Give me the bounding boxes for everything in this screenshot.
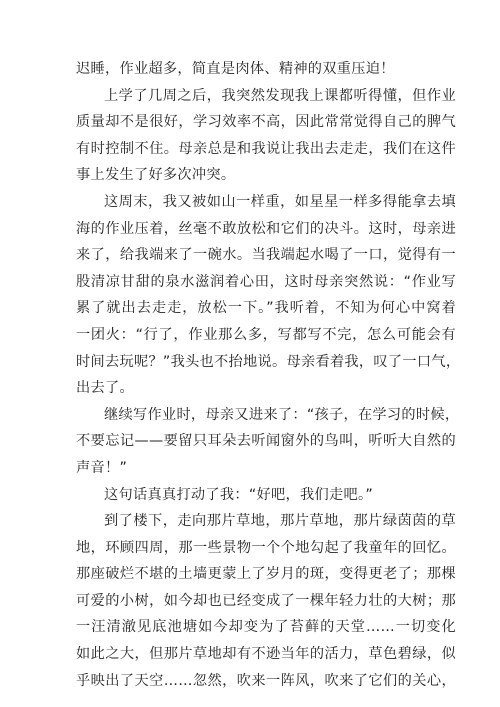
text-line: 质量却不是很好，学习效率不高，因此常常觉得自己的脾气 [76, 114, 456, 131]
text-line: 到了楼下，走向那片草地，那片草地，那片绿茵茵的草 [104, 513, 456, 530]
text-line: 上学了几周之后，我突然发现我上课都听得懂，但作业 [104, 87, 456, 104]
text-line: 那座破烂不堪的土墙更蒙上了岁月的斑，变得更老了；那棵 [76, 566, 456, 583]
text-line: 累了就出去走走，放松一下。”我听着，不知为何心中窝着 [76, 300, 456, 317]
text-line: 迟睡，作业超多，简直是肉体、精神的双重压迫！ [76, 61, 395, 77]
text-line: 声音！” [76, 459, 128, 476]
text-line: 海的作业压着，丝毫不敢放松和它们的决斗。这时，母亲进 [76, 220, 456, 237]
text-line: 如此之大，但那片草地却有不逊当年的活力，草色碧绿，似 [76, 646, 456, 663]
text-line: 地，环顾四周，那一些景物一个个地勾起了我童年的回忆。 [76, 539, 456, 556]
text-line: 不要忘记——要留只耳朵去听闻窗外的鸟叫，听听大自然的 [76, 433, 456, 450]
text-line: 乎映出了天空……忽然，吹来一阵风，吹来了它们的关心， [76, 672, 456, 689]
text-line: 来了，给我端来了一碗水。当我端起水喝了一口，觉得有一 [76, 247, 456, 264]
text-line: 有时控制不住。母亲总是和我说让我出去走走，我们在这件 [76, 140, 456, 157]
text-line: 可爱的小树，如今却也已经变成了一棵年轻力壮的大树；那 [76, 592, 456, 609]
text-line: 一团火：“行了，作业那么多，写都写不完，怎么可能会有 [76, 326, 456, 343]
text-line: 这周末，我又被如山一样重，如星星一样多得能拿去填 [104, 193, 456, 210]
text-line: 出去了。 [76, 380, 134, 397]
text-line: 时间去玩呢？”我头也不抬地说。母亲看着我，叹了一口气， [76, 353, 461, 370]
text-line: 事上发生了好多次冲突。 [76, 167, 236, 184]
text-line: 这句话真真打动了我：“好吧，我们走吧。” [104, 486, 373, 503]
document-page [76, 56, 461, 694]
text-line: 股清凉甘甜的泉水滋润着心田，这时母亲突然说：“作业写 [76, 273, 456, 290]
text-line: 继续写作业时，母亲又进来了：“孩子，在学习的时候， [104, 406, 460, 423]
text-line: 一汪清澈见底池塘如今却变为了苔藓的天堂……一切变化 [76, 619, 456, 636]
